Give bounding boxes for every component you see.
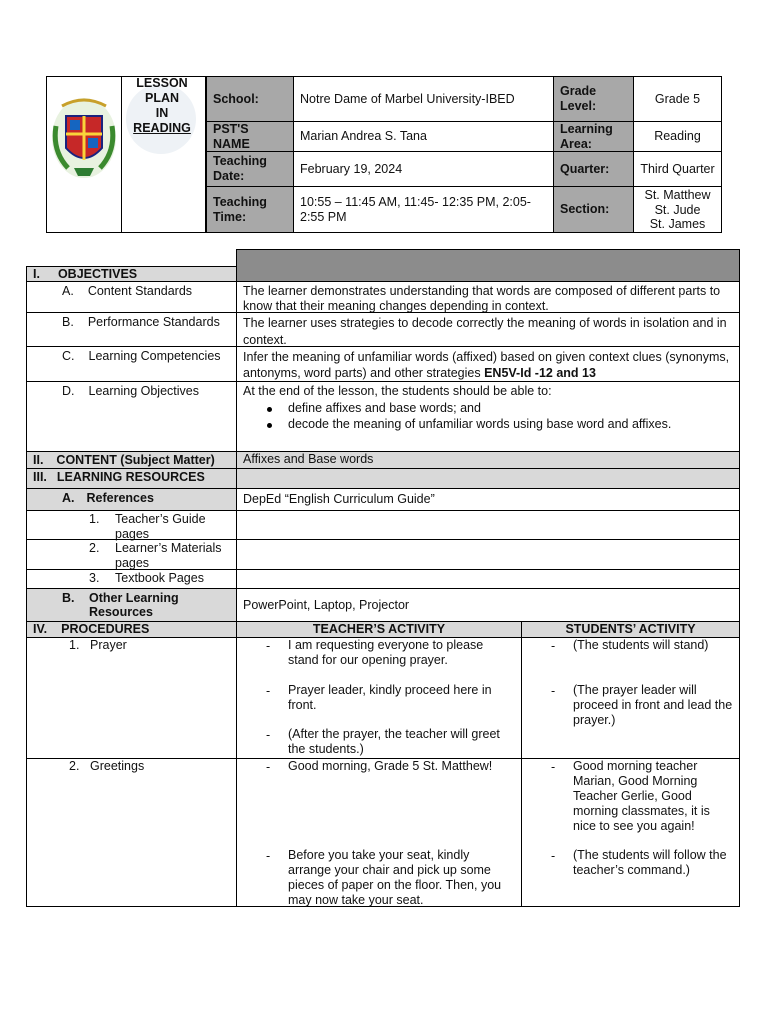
- teacher-line: (After the prayer, the teacher will greet the students.): [288, 727, 500, 756]
- teachers-guide-label: 1. Teacher’s Guide pages: [26, 510, 237, 540]
- learners-materials-value: [236, 539, 740, 570]
- other-resources-label: B. Other Learning Resources: [26, 588, 237, 622]
- references-label: A. References: [26, 488, 237, 511]
- teaching-date-value: February 19, 2024: [293, 151, 554, 187]
- quarter-label: Quarter:: [553, 151, 634, 187]
- prayer-teacher: - I am requesting everyone to please stand for our opening prayer. - Prayer leader, kindly proceed here in front. - (After the prayer, the teacher will greet the students.): [236, 637, 522, 759]
- grade-label: Grade Level:: [553, 76, 634, 122]
- section-label: Section:: [553, 186, 634, 233]
- student-line: Good morning teacher Marian, Good Morning Teacher Gerlie, Good morning classmates, it is nice to see you again!: [573, 759, 710, 833]
- prayer-label: 1. Prayer: [26, 637, 237, 759]
- content-standards-text: The learner demonstrates understanding that words are composed of different parts to know that their meaning changes depending in context.: [236, 281, 740, 313]
- teaching-time-label: Teaching Time:: [206, 186, 294, 233]
- greetings-teacher: - Good morning, Grade 5 St. Matthew! - Before you take your seat, kindly arrange your chair and pick up some pieces of paper on the floor. Then, you may now take your seat.: [236, 758, 522, 907]
- section-item: St. James: [649, 217, 706, 231]
- objective-item: define affixes and base words; and: [288, 401, 481, 415]
- section-values: [633, 186, 722, 233]
- learning-objectives-text: At the end of the lesson, the students should be able to: define affixes and base words; and decode the meaning of unfamiliar words using base word and affixes.: [236, 381, 740, 452]
- school-label: School:: [206, 76, 294, 122]
- lesson-plan-title: [122, 76, 206, 233]
- performance-standards-label: B. Performance Standards: [26, 312, 237, 347]
- header-band: [236, 249, 740, 282]
- title-line: LESSON: [136, 76, 188, 90]
- learning-competencies-label: C. Learning Competencies: [26, 346, 237, 382]
- title-line: IN: [155, 106, 169, 120]
- pst-value: Marian Andrea S. Tana: [293, 121, 554, 152]
- teachers-guide-value: [236, 510, 740, 540]
- prayer-students: - (The students will stand) - (The prayer leader will proceed in front and lead the prayer.): [521, 637, 740, 759]
- students-activity-heading: STUDENTS’ ACTIVITY: [521, 621, 740, 638]
- content-value: Affixes and Base words: [236, 451, 740, 469]
- school-logo: [46, 76, 122, 233]
- textbook-label: 3. Textbook Pages: [26, 569, 237, 589]
- teacher-activity-heading: TEACHER’S ACTIVITY: [236, 621, 522, 638]
- pst-label: PST'S NAME: [206, 121, 294, 152]
- resources-heading: III. LEARNING RESOURCES: [26, 468, 237, 489]
- objectives-heading: I. OBJECTIVES: [26, 266, 237, 282]
- learning-area-label: Learning Area:: [553, 121, 634, 152]
- objective-item: decode the meaning of unfamiliar words using base word and affixes.: [288, 417, 672, 431]
- teacher-line: Good morning, Grade 5 St. Matthew!: [288, 759, 493, 773]
- teaching-date-label: Teaching Date:: [206, 151, 294, 187]
- performance-standards-text: The learner uses strategies to decode correctly the meaning of words in isolation and in context.: [236, 312, 740, 347]
- resources-heading-blank: [236, 468, 740, 489]
- title-line: PLAN: [144, 91, 180, 105]
- teacher-line: I am requesting everyone to please stand for our opening prayer.: [288, 638, 484, 667]
- quarter-value: Third Quarter: [633, 151, 722, 187]
- references-value: DepEd “English Curriculum Guide”: [236, 488, 740, 511]
- teaching-time-value: 10:55 – 11:45 AM, 11:45- 12:35 PM, 2:05-2:55 PM: [293, 186, 554, 233]
- learning-competencies-text: Infer the meaning of unfamiliar words (affixed) based on given context clues (synonyms, antonyms, word parts) and other strategies EN5V-Id -12 and 13: [236, 346, 740, 382]
- school-value: Notre Dame of Marbel University-IBED: [293, 76, 554, 122]
- bullet-icon: [267, 423, 272, 428]
- procedures-heading: IV. PROCEDURES: [26, 621, 237, 638]
- student-line: (The prayer leader will proceed in front and lead the prayer.): [573, 683, 733, 727]
- content-heading: II. CONTENT (Subject Matter): [26, 451, 237, 469]
- other-resources-value: PowerPoint, Laptop, Projector: [236, 588, 740, 622]
- teacher-line: Prayer leader, kindly proceed here in front.: [288, 683, 492, 712]
- content-standards-label: A. Content Standards: [26, 281, 237, 313]
- competency-code: EN5V-Id -12 and 13: [484, 366, 596, 380]
- section-item: St. Jude: [654, 202, 701, 217]
- learning-objectives-label: D. Learning Objectives: [26, 381, 237, 452]
- school-seal-icon: [46, 76, 122, 233]
- student-line: (The students will stand): [573, 638, 709, 652]
- bullet-icon: [267, 407, 272, 412]
- grade-value: Grade 5: [633, 76, 722, 122]
- learning-area-value: Reading: [633, 121, 722, 152]
- greetings-label: 2. Greetings: [26, 758, 237, 907]
- textbook-value: [236, 569, 740, 589]
- learners-materials-label: 2. Learner’s Materials pages: [26, 539, 237, 570]
- section-item: St. Matthew: [644, 188, 711, 202]
- title-line: READING: [133, 121, 191, 135]
- greetings-students: - Good morning teacher Marian, Good Morning Teacher Gerlie, Good morning classmates, it is nice to see you again! - (The students will follow the teacher’s command.): [521, 758, 740, 907]
- teacher-line: Before you take your seat, kindly arrange your chair and pick up some pieces of paper on the floor. Then, you may now take your seat.: [288, 848, 502, 907]
- student-line: (The students will follow the teacher’s command.): [573, 848, 727, 877]
